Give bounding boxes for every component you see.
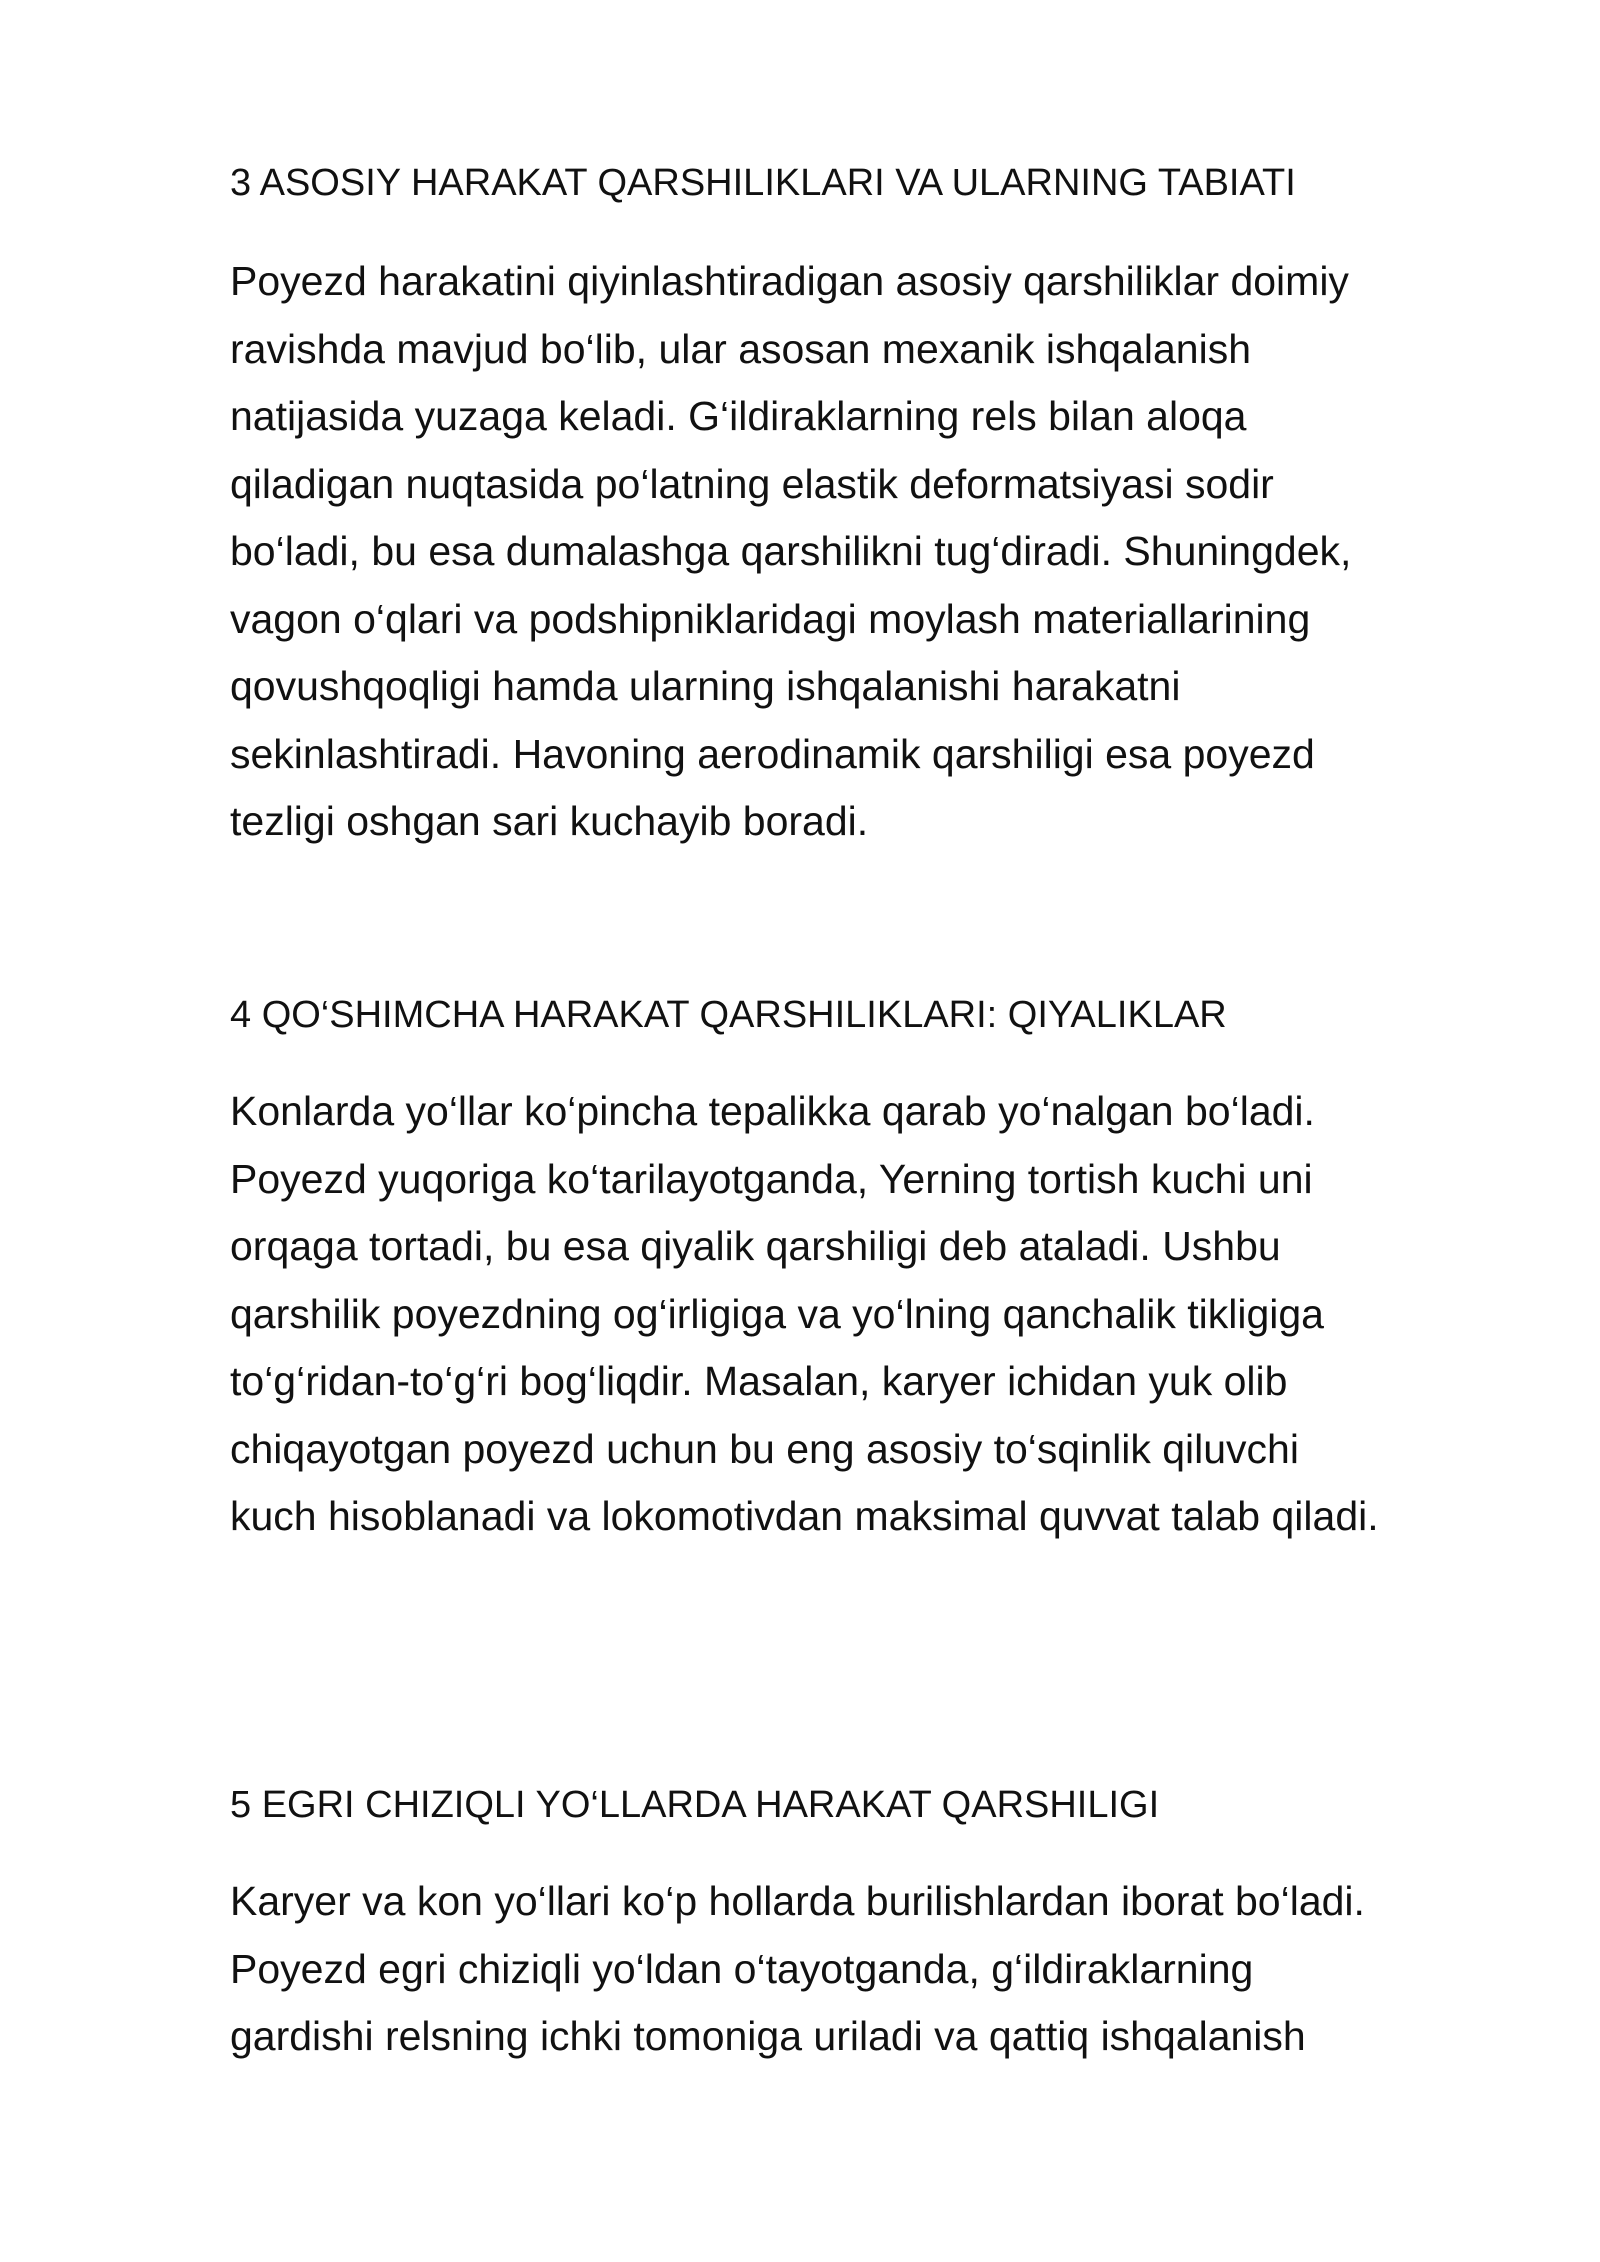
paragraph-line: Karyer va kon yo‘llari ko‘p hollarda burilishlardan iborat bo‘ladi. [230,1878,1365,1924]
paragraph-line: bo‘ladi, bu esa dumalashga qarshilikni tug‘diradi. Shuningdek, [230,528,1352,574]
paragraph-line: kuch hisoblanadi va lokomotivdan maksimal quvvat talab qiladi. [230,1493,1379,1539]
paragraph-line: sekinlashtiradi. Havoning aerodinamik qarshiligi esa poyezd [230,730,1315,777]
paragraph-line: orqaga tortadi, bu esa qiyalik qarshiligi deb ataladi. Ushbu [230,1223,1281,1269]
paragraph-line: qiladigan nuqtasida po‘latning elastik deformatsiyasi sodir [230,460,1274,507]
paragraph-line: natijasida yuzaga keladi. G‘ildiraklarning rels bilan aloqa [230,393,1247,439]
section-paragraph-5 [230,1868,1540,2071]
paragraph-line: tezligi oshgan sari kuchayib boradi. [230,798,869,844]
paragraph-line: Konlarda yo‘llar ko‘pincha tepalikka qarab yo‘nalgan bo‘ladi. [230,1088,1315,1134]
paragraph-line: ravishda mavjud bo‘lib, ular asosan mexanik ishqalanish [230,325,1251,372]
paragraph-line: to‘g‘ridan-to‘g‘ri bog‘liqdir. Masalan, karyer ichidan yuk olib [230,1358,1288,1404]
paragraph-line: Poyezd egri chiziqli yo‘ldan o‘tayotganda, g‘ildiraklarning [230,1945,1254,1992]
paragraph-line: gardishi relsning ichki tomoniga uriladi va qattiq ishqalanish [230,2013,1306,2059]
section-heading-4: 4 QO‘SHIMCHA HARAKAT QARSHILIKLARI: QIYALIKLAR [230,994,1227,1036]
paragraph-line: chiqayotgan poyezd uchun bu eng asosiy to‘sqinlik qiluvchi [230,1425,1299,1472]
paragraph-line: Poyezd yuqoriga ko‘tarilayotganda, Yerning tortish kuchi uni [230,1155,1313,1202]
section-paragraph-4 [230,1078,1540,1551]
paragraph-line: Poyezd harakatini qiyinlashtiradigan asosiy qarshiliklar doimiy [230,258,1349,304]
paragraph-line: vagon o‘qlari va podshipniklaridagi moylash materiallarining [230,595,1311,642]
section-heading-5: 5 EGRI CHIZIQLI YO‘LLARDA HARAKAT QARSHILIGI [230,1784,1160,1826]
section-paragraph-3 [230,248,1540,856]
section-heading-3: 3 ASOSIY HARAKAT QARSHILIKLARI VA ULARNING TABIATI [230,162,1296,204]
paragraph-line: qarshilik poyezdning og‘irligiga va yo‘lning qanchalik tikligiga [230,1290,1324,1337]
paragraph-line: qovushqoqligi hamda ularning ishqalanishi harakatni [230,663,1181,709]
